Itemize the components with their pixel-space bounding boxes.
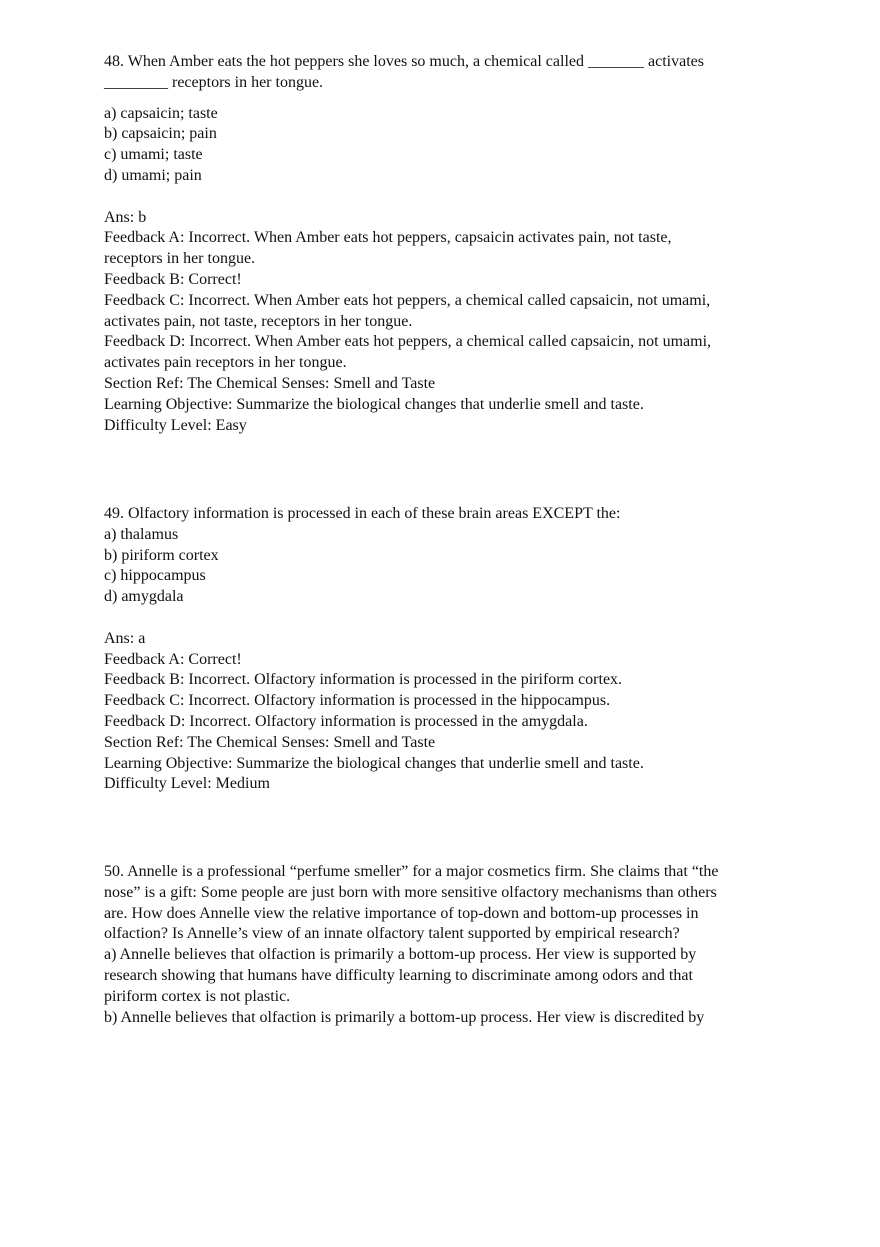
feedback-line: Feedback D: Incorrect. Olfactory information is processed in the amygdala. bbox=[104, 712, 588, 730]
answer-option-b: b) piriform cortex bbox=[104, 546, 219, 564]
question-stem-line: are. How does Annelle view the relative importance of top-down and bottom-up processes in bbox=[104, 904, 699, 922]
question-stem-line: 49. Olfactory information is processed in each of these brain areas EXCEPT the: bbox=[104, 505, 621, 522]
answer-option-d: d) umami; pain bbox=[104, 166, 202, 184]
answer-key: Ans: b bbox=[104, 208, 147, 226]
answer-option-a-cont: piriform cortex is not plastic. bbox=[104, 987, 291, 1005]
answer-option-b: b) Annelle believes that olfaction is primarily a bottom-up process. Her view is discredited by bbox=[104, 1008, 705, 1026]
answer-option-b: b) capsaicin; pain bbox=[104, 125, 217, 143]
answer-option-d: d) amygdala bbox=[104, 588, 184, 606]
feedback-line: Feedback C: Incorrect. Olfactory information is processed in the hippocampus. bbox=[104, 692, 611, 710]
section-ref: Section Ref: The Chemical Senses: Smell and Taste bbox=[104, 374, 436, 392]
difficulty-level: Difficulty Level: Medium bbox=[104, 775, 270, 793]
difficulty-level: Difficulty Level: Easy bbox=[104, 416, 247, 434]
feedback-line: receptors in her tongue. bbox=[104, 250, 256, 268]
question-48 bbox=[104, 52, 711, 436]
feedback-line: activates pain, not taste, receptors in her tongue. bbox=[104, 312, 413, 330]
question-stem-line: ________ receptors in her tongue. bbox=[104, 73, 324, 91]
answer-option-a: a) capsaicin; taste bbox=[104, 104, 218, 122]
learning-objective: Learning Objective: Summarize the biological changes that underlie smell and taste. bbox=[104, 754, 644, 772]
feedback-line: activates pain receptors in her tongue. bbox=[104, 354, 347, 372]
section-ref: Section Ref: The Chemical Senses: Smell and Taste bbox=[104, 733, 436, 751]
question-stem-line: nose” is a gift: Some people are just born with more sensitive olfactory mechanisms than others bbox=[104, 883, 717, 901]
feedback-line: Feedback B: Incorrect. Olfactory information is processed in the piriform cortex. bbox=[104, 671, 623, 689]
feedback-line: Feedback A: Correct! bbox=[104, 650, 242, 668]
question-49 bbox=[104, 504, 644, 795]
feedback-line: Feedback B: Correct! bbox=[104, 270, 242, 288]
question-stem-line: 48. When Amber eats the hot peppers she loves so much, a chemical called _______ activates bbox=[104, 53, 704, 70]
answer-option-a: a) thalamus bbox=[104, 525, 179, 543]
feedback-line: Feedback A: Incorrect. When Amber eats hot peppers, capsaicin activates pain, not taste, bbox=[104, 229, 672, 247]
answer-option-c: c) hippocampus bbox=[104, 567, 206, 585]
question-stem-line: olfaction? Is Annelle’s view of an innate olfactory talent supported by empirical research? bbox=[104, 925, 680, 943]
answer-option-a: a) Annelle believes that olfaction is primarily a bottom-up process. Her view is supported by bbox=[104, 946, 697, 964]
answer-option-a-cont: research showing that humans have difficulty learning to discriminate among odors and that bbox=[104, 966, 693, 984]
feedback-line: Feedback D: Incorrect. When Amber eats hot peppers, a chemical called capsaicin, not umami, bbox=[104, 333, 712, 351]
answer-key: Ans: a bbox=[104, 629, 146, 647]
question-stem-line: 50. Annelle is a professional “perfume smeller” for a major cosmetics firm. She claims that “the bbox=[104, 863, 719, 880]
answer-option-c: c) umami; taste bbox=[104, 146, 203, 164]
question-50 bbox=[104, 862, 718, 1028]
learning-objective: Learning Objective: Summarize the biological changes that underlie smell and taste. bbox=[104, 395, 644, 413]
feedback-line: Feedback C: Incorrect. When Amber eats hot peppers, a chemical called capsaicin, not umami, bbox=[104, 291, 711, 309]
